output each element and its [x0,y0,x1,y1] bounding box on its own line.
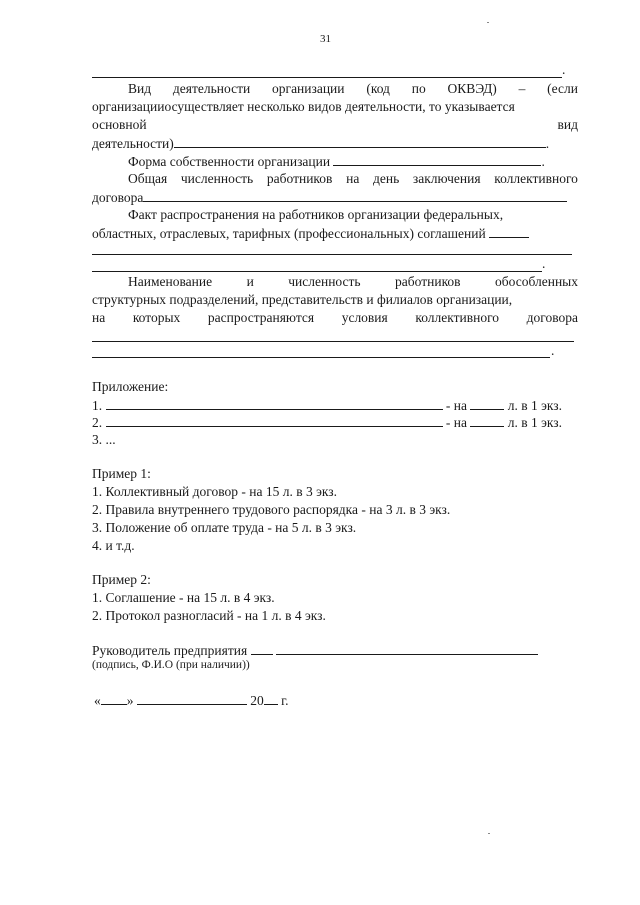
agreements-field[interactable] [489,225,529,238]
activity-line-2: организацииосуществляет несколько видов деятельности, то указывается [92,99,515,114]
branches-line-3: на которых распространяются условия коллективного договора [92,310,578,325]
signature-name-field[interactable] [276,642,538,655]
branches-end: . [551,343,555,358]
appendix-row-1: 1. - на л. в 1 экз. [92,398,562,413]
date-line: « » 20 г. [94,693,289,708]
date-day-field[interactable] [101,692,127,705]
main-activity-field[interactable] [174,135,546,148]
activity-line-3: основной вид [92,117,578,132]
ownership-line: Форма собственности организации . [128,154,545,169]
page-number: 31 [320,33,331,45]
signature-field[interactable] [251,642,273,655]
example2-item: 2. Протокол разногласий - на 1 л. в 4 экз. [92,608,326,623]
scan-speck [487,22,489,23]
signature-caption: (подпись, Ф.И.О (при наличии)) [92,659,250,671]
signature-line: Руководитель предприятия [92,642,538,659]
example1-item: 3. Положение об оплате труда - на 5 л. в 3 экз. [92,520,357,535]
branches-line-1: Наименование и численность работников обособленных [128,274,578,289]
agreements-blank-line-1[interactable] [92,254,572,255]
appendix-pages-2-field[interactable] [470,414,504,427]
appendix-doc-2-field[interactable] [106,414,443,427]
branches-blank-line-1[interactable] [92,341,574,342]
staff-line-1: Общая численность работников на день заключения коллективного [128,171,578,186]
activity-line-1: Вид деятельности организации (код по ОКВЭД) – (если [128,81,578,96]
ownership-field[interactable] [333,153,541,166]
appendix-title: Приложение: [92,379,169,394]
staff-count-field[interactable] [143,189,567,202]
example1-item: 2. Правила внутреннего трудового распорядка - на 3 л. в 3 экз. [92,502,451,517]
activity-line-4: деятельности) . [92,136,550,151]
appendix-pages-1-field[interactable] [470,397,504,410]
agreements-end: . [542,256,546,271]
date-month-field[interactable] [137,692,247,705]
example1-item: 1. Коллективный договор - на 15 л. в 3 экз. [92,484,337,499]
appendix-doc-1-field[interactable] [106,397,443,410]
top-line-period: . [562,62,566,77]
branches-line-2: структурных подразделений, представительств и филиалов организации, [92,292,513,307]
example2-item: 1. Соглашение - на 15 л. в 4 экз. [92,590,275,605]
staff-line-2: договора [92,189,567,206]
example1-title: Пример 1: [92,466,151,481]
appendix-row-2: 2. - на л. в 1 экз. [92,415,562,430]
scan-speck [488,833,490,834]
branches-blank-line-2[interactable] [92,357,550,358]
date-year-field[interactable] [264,692,278,705]
agreements-line-2: областных, отраслевых, тарифных (профессиональных) соглашений [92,225,529,242]
example1-item: 4. и т.д. [92,538,135,553]
example2-title: Пример 2: [92,572,151,587]
agreements-line-1: Факт распространения на работников организации федеральных, [128,207,504,222]
top-blank-line [92,77,562,78]
agreements-blank-line-2[interactable] [92,271,542,272]
appendix-row-3: 3. ... [92,432,116,447]
